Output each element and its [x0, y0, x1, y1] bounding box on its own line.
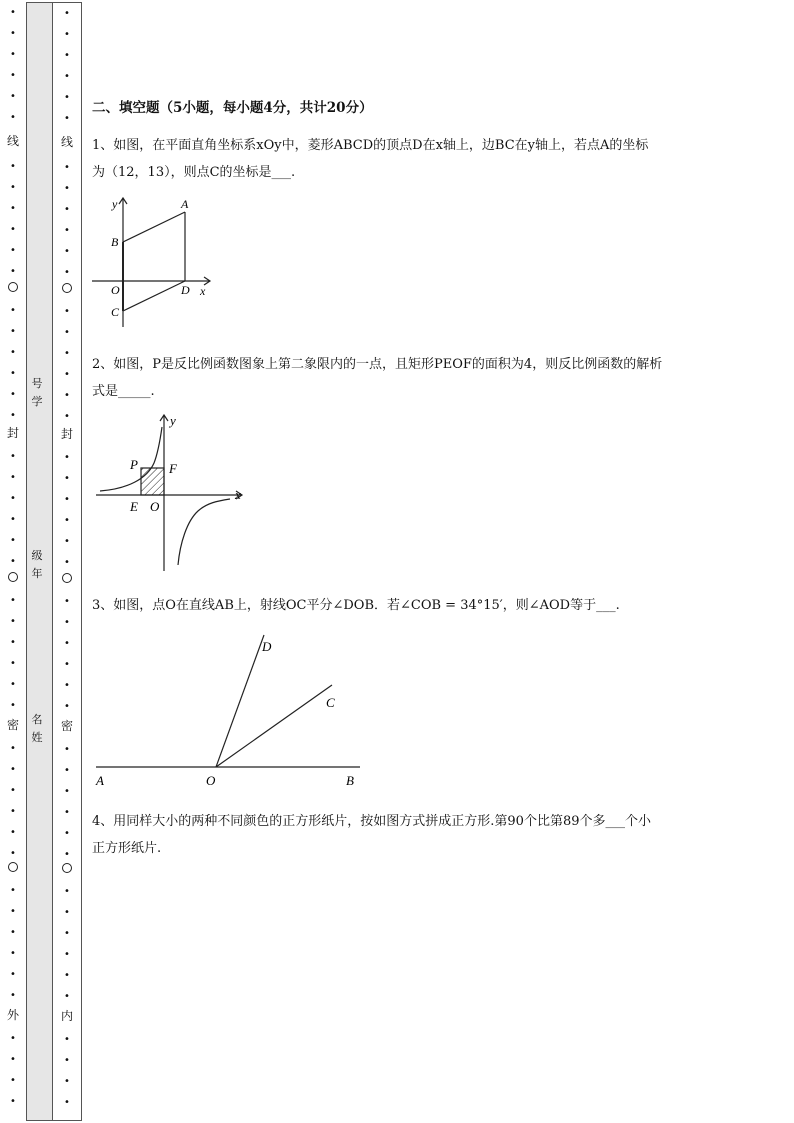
binding-margin-outer	[0, 0, 26, 1123]
label-x: x	[235, 487, 241, 502]
question-1-line-2: 为（12，13），则点C的坐标是___.	[92, 165, 296, 180]
student-number-label: 号学	[31, 377, 43, 408]
label-x: x	[200, 284, 206, 298]
dot-column: • • • • • •	[64, 744, 70, 860]
label-a: A	[181, 197, 189, 211]
label-o: O	[111, 283, 120, 297]
circle-mark	[8, 572, 18, 582]
question-4-line-1: 4、用同样大小的两种不同颜色的正方形纸片，按如图方式拼成正方形.第90个比第89个多___个小	[92, 814, 651, 829]
binding-margin-inner	[53, 2, 82, 1121]
angle-bisector-diagram	[92, 627, 372, 802]
hyperbola-branch-q4	[178, 499, 230, 565]
dot-column: • • • • • •	[64, 596, 70, 712]
label-o: O	[206, 773, 216, 788]
cut-mark-inner: 内	[60, 1009, 73, 1023]
cut-mark-secret: 密	[6, 718, 19, 732]
cut-mark-secret: 密	[60, 719, 73, 733]
question-2-line-1: 2、如图，P是反比例函数图象上第二象限内的一点，且矩形PEOF的面积为4，则反比例函数的解析	[92, 357, 663, 372]
cut-mark-seal: 封	[6, 426, 19, 440]
dot-column: • • • • • •	[10, 595, 16, 711]
label-e: E	[130, 499, 138, 514]
question-2-line-2: 式是_____.	[92, 384, 155, 399]
question-4-line-2: 正方形纸片.	[92, 841, 162, 856]
question-2-figure	[92, 413, 752, 578]
dot-column: • • • • • •	[10, 305, 16, 421]
question-content	[92, 96, 752, 862]
dot-column: • • • • • •	[10, 161, 16, 277]
question-1-figure	[92, 194, 752, 329]
label-a: A	[96, 773, 104, 788]
dot-column: • • • • • •	[64, 452, 70, 568]
dot-column: • • • • • •	[10, 451, 16, 567]
grade-label: 级年	[31, 549, 43, 580]
student-info-strip	[26, 2, 53, 1121]
circle-mark	[8, 862, 18, 872]
label-d: D	[262, 639, 272, 654]
label-y: y	[170, 413, 176, 428]
dot-column: • • • • • •	[10, 885, 16, 1001]
dot-column: • • • • • •	[64, 8, 70, 124]
rhombus-diagram	[92, 194, 222, 329]
cut-mark-line: 线	[60, 135, 73, 149]
ray-od	[216, 635, 264, 767]
circle-mark	[8, 282, 18, 292]
label-c: C	[111, 305, 120, 319]
label-b: B	[346, 773, 354, 788]
question-3-figure	[92, 627, 752, 802]
shaded-rectangle-peof	[141, 468, 164, 495]
dot-column: • • • •	[64, 1034, 70, 1108]
circle-mark	[62, 283, 72, 293]
segment-ba	[123, 212, 185, 242]
cut-mark-line: 线	[6, 134, 19, 148]
circle-mark	[62, 863, 72, 873]
inverse-function-diagram	[92, 413, 252, 578]
question-3-line-1: 3、如图，点O在直线AB上，射线OC平分∠DOB．若∠COB = 34°15′，则∠AOD等于___.	[92, 598, 620, 613]
label-c: C	[326, 695, 335, 710]
cut-mark-seal: 封	[60, 427, 73, 441]
question-1-line-1: 1、如图，在平面直角坐标系xOy中，菱形ABCD的顶点D在x轴上，边BC在y轴上，若点A的坐标	[92, 138, 649, 153]
label-d: D	[181, 283, 190, 297]
dot-column: • • • • • •	[64, 306, 70, 422]
ray-oc	[216, 685, 332, 767]
name-label: 名姓	[31, 713, 43, 744]
section-title: 二、填空题（5小题，每小题4分，共计20分）	[92, 100, 373, 116]
dot-column: • • • •	[10, 1033, 16, 1107]
label-y: y	[112, 197, 118, 211]
label-o: O	[150, 499, 160, 514]
cut-mark-outer: 外	[6, 1008, 19, 1022]
label-p: P	[130, 457, 138, 472]
dot-column: • • • • • •	[10, 7, 16, 123]
dot-column: • • • • • •	[64, 886, 70, 1002]
segment-dc	[123, 281, 185, 311]
dot-column: • • • • • •	[64, 162, 70, 278]
label-f: F	[169, 461, 177, 476]
circle-mark	[62, 573, 72, 583]
dot-column: • • • • • •	[10, 743, 16, 859]
label-b: B	[111, 235, 119, 249]
